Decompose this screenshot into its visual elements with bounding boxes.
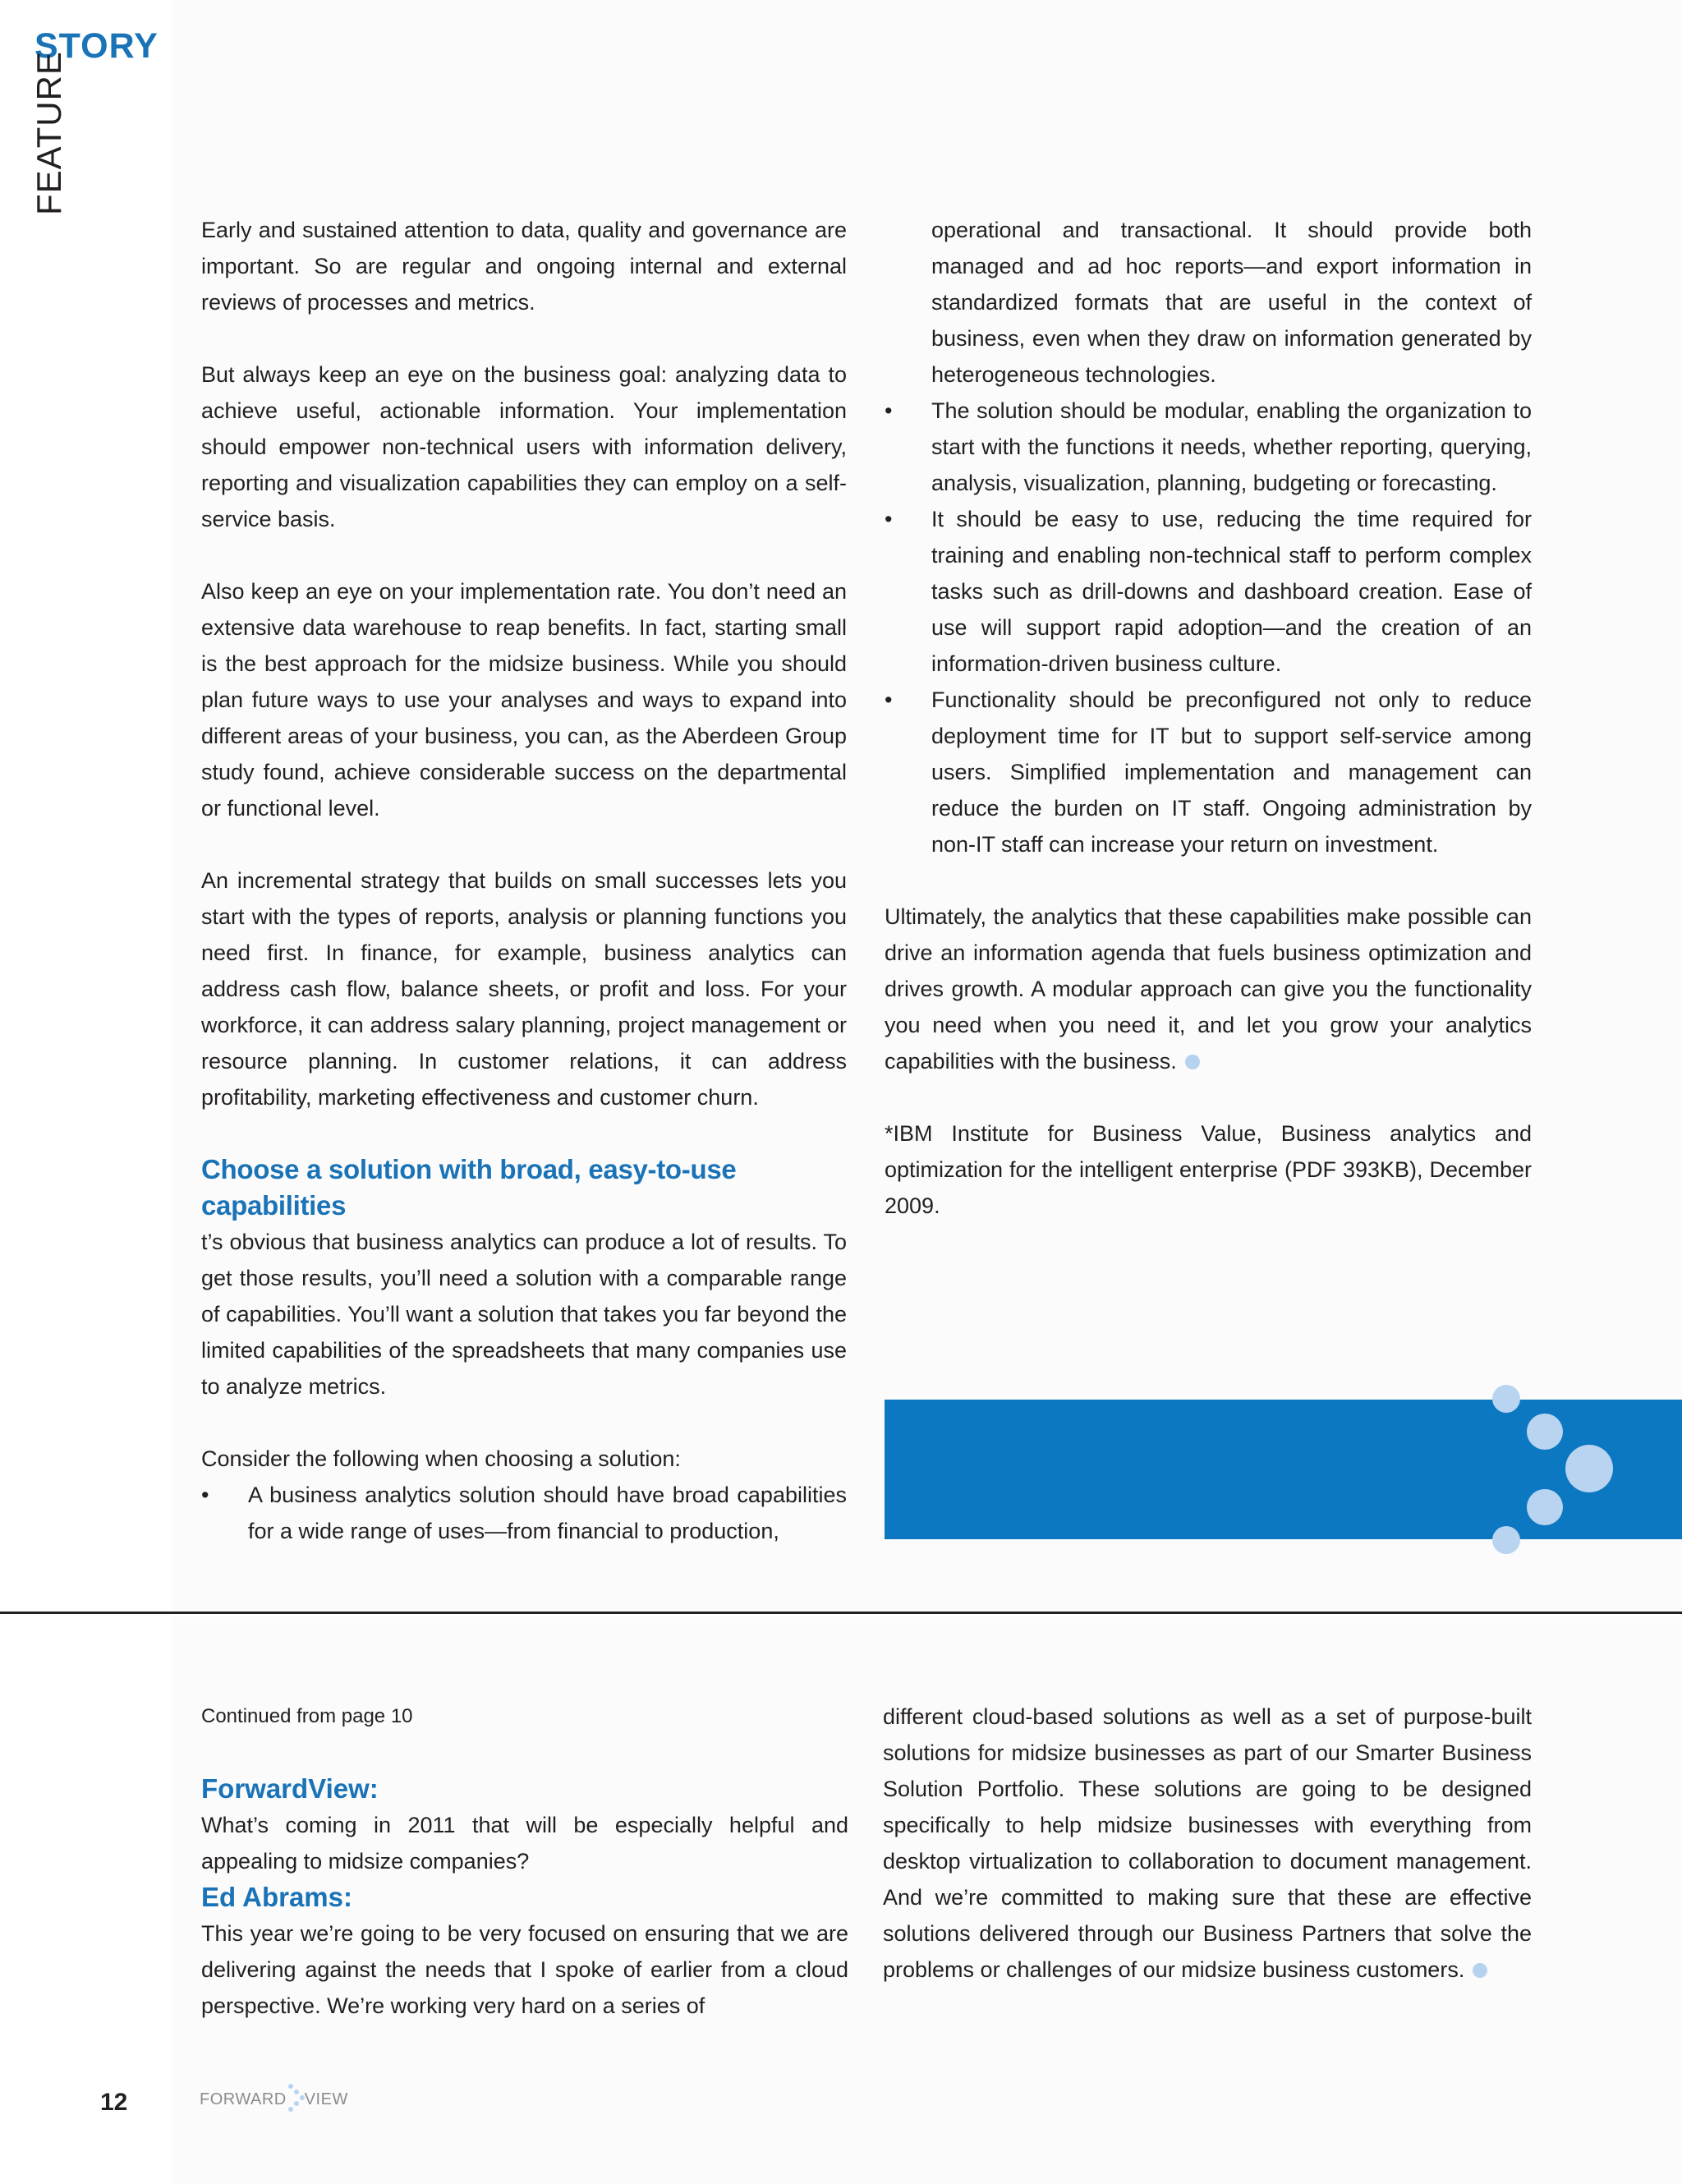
paragraph: Consider the following when choosing a solution: <box>201 1446 681 1471</box>
decorative-dot-icon <box>1565 1445 1613 1492</box>
decorative-blue-bar <box>885 1400 1682 1539</box>
section-divider <box>0 1612 1682 1614</box>
bullet-item: • It should be easy to use, reducing the time required for training and enabling non-technical staff to perform complex tasks such as drill-downs and dashboard creation. Ease of use will support rapid adoption—and the creation of an information-driven business culture. <box>885 501 1532 682</box>
section-feature-label: FEATURE <box>30 51 68 215</box>
top-left-column <box>201 212 847 1549</box>
paragraph: But always keep an eye on the business goal: analyzing data to achieve useful, actionable information. Your implementation should empower non-technical users with information delivery, reporting and visualization capabilities they can employ on a self-service basis. <box>201 362 847 531</box>
logo-text-right: VIEW <box>304 2090 348 2108</box>
section-story-label: STORY <box>34 26 159 66</box>
bullet-item: • A business analytics solution should have broad capabilities for a wide range of uses—from financial to production, <box>201 1477 847 1549</box>
bullet-list <box>201 1477 847 1549</box>
interview-answer-continued <box>883 1699 1532 1988</box>
paragraph: t’s obvious that business analytics can produce a lot of results. To get those results, you’ll need a solution with a comparable range of capabilities. You’ll want a solution that takes you far beyond the limited capabilities of the spreadsheets that many companies use to analyze metrics. <box>201 1230 847 1399</box>
paragraph <box>885 899 1532 1079</box>
decorative-dot-icon <box>1527 1414 1563 1450</box>
logo-text-left: FORWARD <box>200 2090 287 2108</box>
bottom-left-column <box>201 1699 848 2024</box>
page-number: 12 <box>100 2089 128 2116</box>
decorative-dot-icon <box>1492 1385 1520 1413</box>
footnote: *IBM Institute for Business Value, Business analytics and optimization for the intelligent enterprise (PDF 393KB), December 2009. <box>885 1121 1532 1218</box>
interview-question: What’s coming in 2011 that will be especially helpful and appealing to midsize companies? <box>201 1813 848 1874</box>
bottom-right-column <box>883 1699 1532 1988</box>
bullet-item: • The solution should be modular, enabling the organization to start with the functions it needs, whether reporting, querying, analysis, visualization, planning, budgeting or forecasting. <box>885 393 1532 501</box>
logo-dots-icon <box>287 2092 305 2108</box>
bullet-list <box>885 212 1532 862</box>
bullet-item-continued: operational and transactional. It should provide both managed and ad hoc reports—and export information in standardized formats that are useful in the context of business, even when they draw on information generated by heterogeneous technologies. <box>931 218 1532 387</box>
top-right-column <box>885 212 1532 1260</box>
decorative-dot-icon <box>1492 1526 1520 1554</box>
paragraph: An incremental strategy that builds on small successes lets you start with the types of reports, analysis or planning functions you need first. In finance, for example, business analytics can address cash flow, balance sheets, or profit and loss. For your workforce, it can address salary planning, project management or resource planning. In customer relations, it can address profitability, marketing effectiveness and customer churn. <box>201 868 847 1110</box>
bullet-item: • Functionality should be preconfigured not only to reduce deployment time for IT but to support self-service among users. Simplified implementation and management can reduce the burden on IT staff. Ongoing administration by non-IT staff can increase your return on investment. <box>885 682 1532 862</box>
paragraph-text: Ultimately, the analytics that these capabilities make possible can drive an information agenda that fuels business optimization and drives growth. A modular approach can give you the functionality you need when you need it, and let you grow your analytics capabilities with the business. <box>885 904 1532 1074</box>
continued-note: Continued from page 10 <box>201 1705 413 1727</box>
paragraph: Early and sustained attention to data, quality and governance are important. So are regular and ongoing internal and external reviews of processes and metrics. <box>201 218 847 315</box>
forwardview-logo <box>200 2090 348 2109</box>
end-mark-icon <box>1473 1963 1487 1978</box>
interviewer-name: ForwardView: <box>201 1773 379 1804</box>
section-heading: Choose a solution with broad, easy-to-use capabilities <box>201 1154 737 1221</box>
decorative-dot-icon <box>1527 1489 1563 1525</box>
interview-answer: This year we’re going to be very focused on ensuring that we are delivering against the needs that I spoke of earlier from a cloud perspective. We’re working very hard on a series of <box>201 1921 848 2018</box>
paragraph: Also keep an eye on your implementation rate. You don’t need an extensive data warehouse to reap benefits. In fact, starting small is the best approach for the midsize business. While you should plan future ways to use your analyses and ways to expand into different areas of your business, you can, as the Aberdeen Group study found, achieve considerable success on the departmental or functional level. <box>201 579 847 821</box>
interviewee-name: Ed Abrams: <box>201 1882 352 1912</box>
paragraph-text: different cloud-based solutions as well as a set of purpose-built solutions for midsize businesses as part of our Smarter Business Solution Portfolio. These solutions are going to be designed specifically to help midsize businesses with everything from desktop virtualization to collaboration to document management. And we’re committed to making sure that these are effective solutions delivered through our Business Partners that solve the problems or challenges of our midsize business customers. <box>883 1704 1532 1982</box>
end-mark-icon <box>1185 1055 1200 1069</box>
